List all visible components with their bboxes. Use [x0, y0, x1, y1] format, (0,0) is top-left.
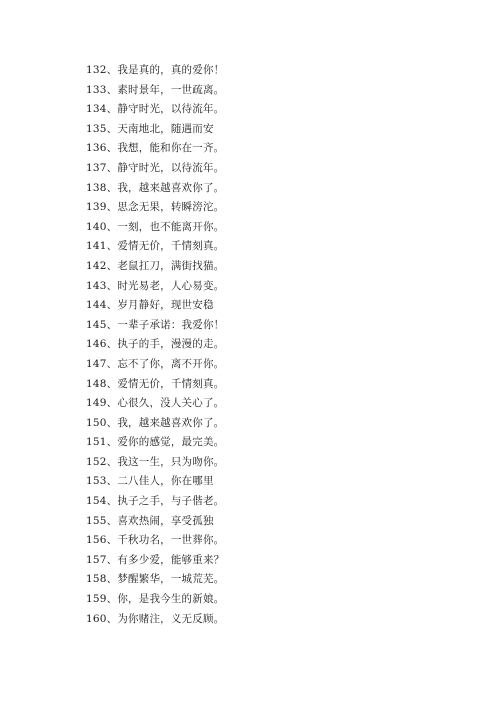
list-item: 160、为你赌注，义无反顾。	[86, 612, 225, 625]
list-item: 132、我是真的，真的爱你！	[86, 64, 225, 76]
list-item: 138、我，越来越喜欢你了。	[86, 181, 225, 194]
list-item: 151、爱你的感觉，最完美。	[86, 436, 225, 449]
list-item: 140、一刻，也不能离开你。	[86, 220, 225, 233]
list-item: 141、爱情无价，千情刻真。	[86, 240, 225, 253]
list-item: 142、老鼠扛刀，满街找猫。	[86, 259, 225, 272]
list-item: 135、天南地北，随遇而安	[86, 122, 214, 135]
list-item: 143、时光易老，人心易变。	[86, 279, 225, 292]
list-item: 149、心很久，没人关心了。	[86, 397, 225, 410]
list-item: 136、我想，能和你在一齐。	[86, 142, 225, 155]
list-item: 152、我这一生，只为吻你。	[86, 455, 225, 468]
list-item: 158、梦醒繁华，一城荒芜。	[86, 573, 225, 586]
list-item: 156、千秋功名，一世葬你。	[86, 534, 225, 547]
list-item: 134、静守时光，以待流年。	[86, 103, 225, 116]
list-item: 146、执子的手，漫漫的走。	[86, 338, 225, 351]
list-item: 133、素时景年，一世疏离。	[86, 83, 225, 96]
list-item: 154、执子之手，与子偕老。	[86, 495, 225, 508]
list-item: 148、爱情无价，千情刻真。	[86, 377, 225, 390]
list-item: 150、我，越来越喜欢你了。	[86, 416, 225, 429]
list-item: 145、一辈子承诺：我爱你！	[86, 318, 225, 331]
list-item: 139、思念无果，转瞬滂沱。	[86, 201, 225, 214]
list-item: 155、喜欢热闹，享受孤独	[86, 514, 214, 527]
list-item: 144、岁月静好，现世安稳	[86, 299, 214, 312]
list-item: 153、二八佳人，你在哪里	[86, 475, 214, 488]
list-item: 137、静守时光，以待流年。	[86, 161, 225, 174]
list-item: 159、你，是我今生的新娘。	[86, 593, 225, 606]
list-item: 157、有多少爱，能够重来？	[86, 553, 225, 566]
list-item: 147、忘不了你，离不开你。	[86, 357, 225, 370]
numbered-line-list	[86, 61, 224, 629]
